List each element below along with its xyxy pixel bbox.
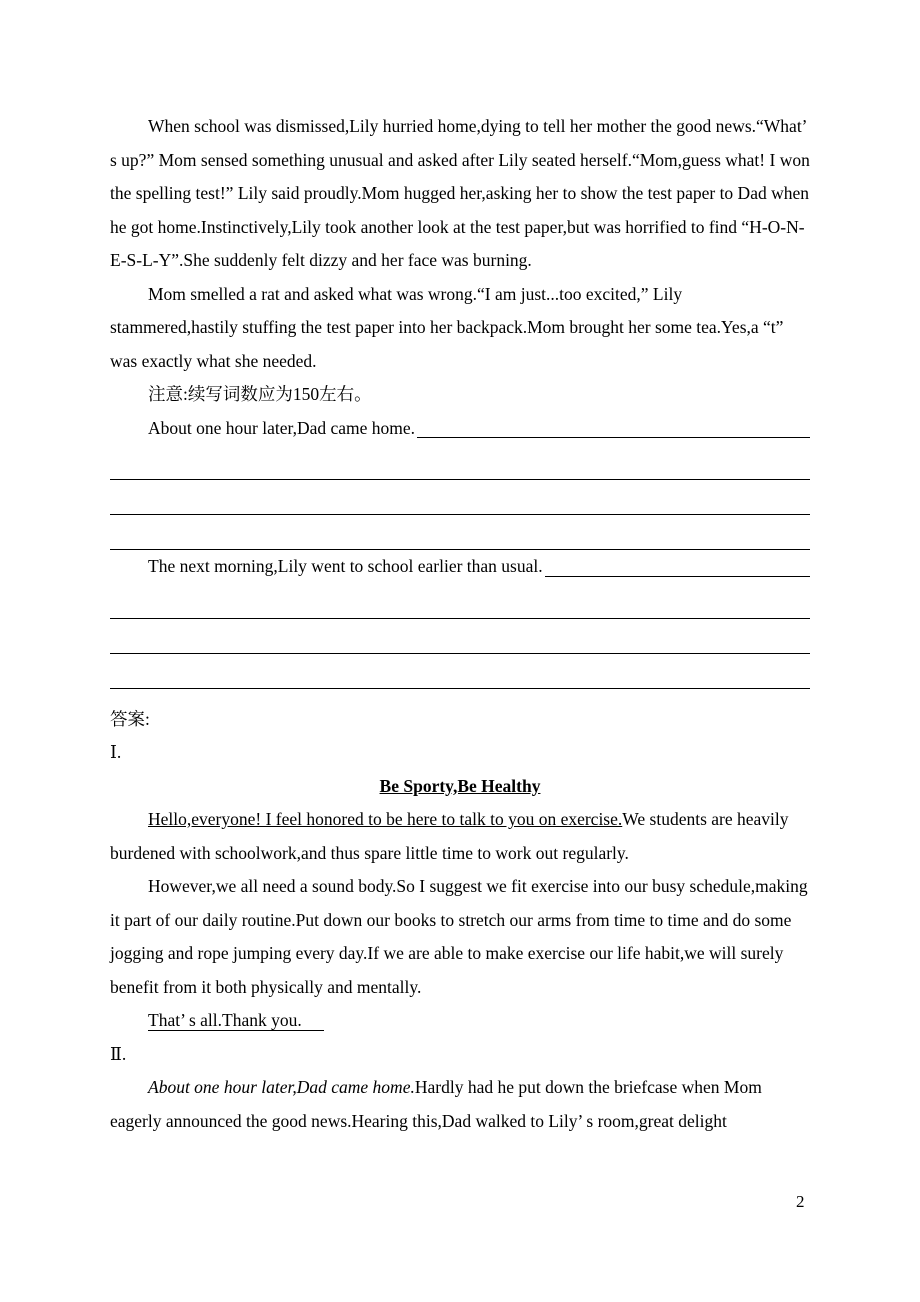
essay-opening-underlined: Hello,everyone! I feel honored to be here to talk to you on exercise.	[148, 809, 623, 829]
writing-blank-line	[110, 445, 810, 480]
story-paragraph-2: Mom smelled a rat and asked what was wrong.“I am just...too excited,” Lily stammered,hastily stuffing the test paper into her backpack.Mom brought her some tea.Yes,a “t” was exactly what she needed.	[110, 283, 784, 371]
section-2-label: Ⅱ.	[110, 1043, 127, 1064]
essay-title: Be Sporty,Be Healthy	[379, 775, 541, 796]
answers-heading: 答案:	[110, 708, 150, 729]
writing-blank-line	[417, 412, 810, 439]
writing-blank-line	[110, 654, 810, 689]
page-number: 2	[796, 1192, 805, 1211]
writing-blank-line	[110, 584, 810, 619]
story-paragraph-1: When school was dismissed,Lily hurried home,dying to tell her mother the good news.“What’ s up?” Mom sensed something unusual and asked after Lily seated herself.“Mom,guess what! I won the spelling test!” Lily said proudly.Mom hugged her,asking her to show the test paper to Dad when he got home.Instinctively,Lily took another look at the test paper,but was horrified to find “H-O-N-E-S-L-Y”.She suddenly felt dizzy and her face was burning.	[110, 116, 810, 270]
essay-closing-text: That’ s all.Thank you.	[148, 1010, 324, 1031]
word-count-note: 注意:续写词数应为150左右。	[148, 384, 372, 404]
writing-prompt-2	[110, 550, 810, 584]
writing-blank-line	[545, 550, 810, 577]
writing-blank-line	[110, 480, 810, 515]
continuation-rest: Hardly had he put down the briefcase when Mom eagerly announced the good news.Hearing this,Dad walked to Lily’ s room,great delight	[110, 1077, 762, 1131]
section-1-label: Ⅰ.	[110, 742, 122, 762]
continuation-paragraph	[110, 1071, 810, 1138]
writing-prompt-1-text: About one hour later,Dad came home.	[148, 417, 416, 438]
page-content	[110, 110, 810, 1138]
essay-closing-line	[110, 1004, 810, 1038]
essay-paragraph-1	[110, 803, 810, 870]
essay-paragraph-1-rest: We students are heavily burdened with schoolwork,and thus spare little time to work out regularly.	[110, 809, 789, 863]
writing-prompt-1	[110, 412, 810, 446]
writing-blank-line	[110, 619, 810, 654]
writing-prompt-2-text: The next morning,Lily went to school earlier than usual.	[148, 556, 543, 576]
continuation-lead-italic: About one hour later,Dad came home.	[148, 1077, 415, 1097]
essay-paragraph-2: However,we all need a sound body.So I suggest we fit exercise into our busy schedule,making it part of our daily routine.Put down our books to stretch our arms from time to time and do some jogging and rope jumping every day.If we are able to make exercise our life habit,we will surely benefit from it both physically and mentally.	[110, 876, 808, 997]
writing-blank-line	[110, 515, 810, 550]
